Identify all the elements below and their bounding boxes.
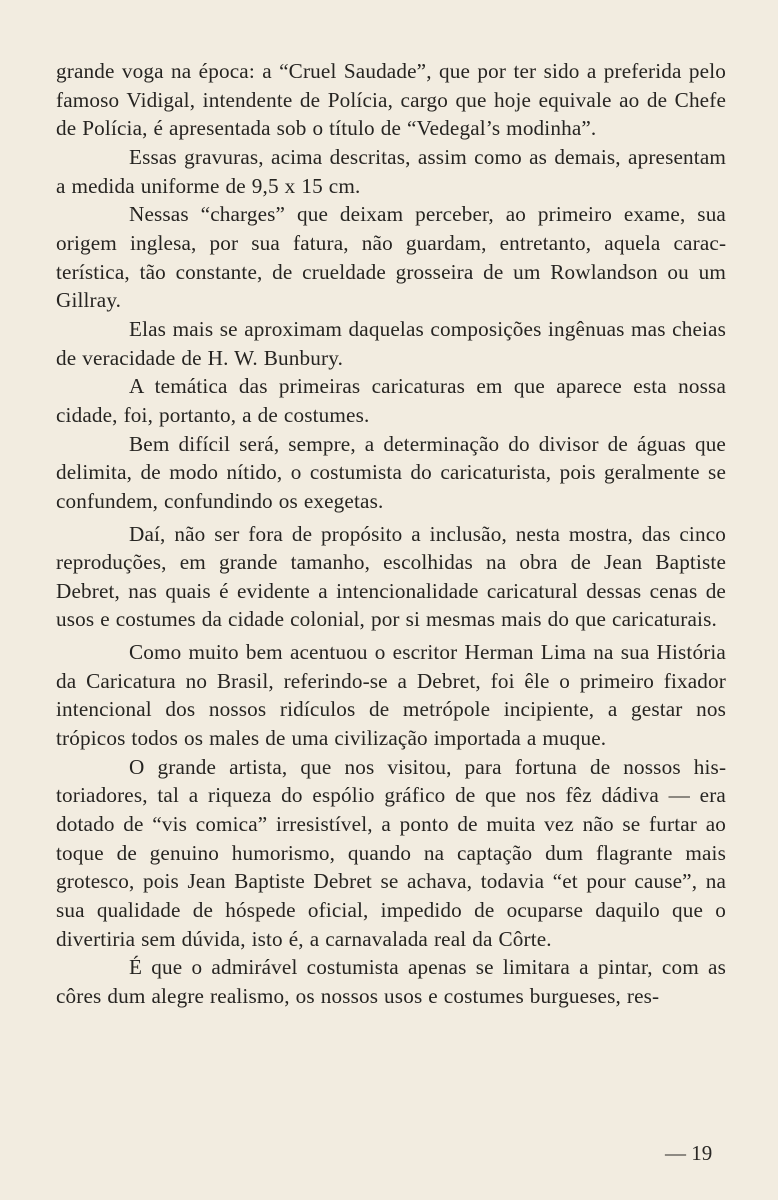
paragraph-charges: Nessas “charges” que deixam perceber, ao primeiro exame, sua origem inglesa, por sua fatura, não guardam, entretanto, aquela característica, tão constante, de crueldade grosseira de um Rowlandson ou um Gillray. — [56, 202, 726, 313]
body-text — [56, 57, 726, 1011]
paragraph-herman-lima: Como muito bem acentuou o escritor Herman Lima na sua História da Caricatura no Brasil, referindo-se a Debret, foi êle o primeiro fixador intencional dos nossos ridículos de metrópole incipiente, a gestar nos trópicos todos os males de uma civilização importada a muque. — [56, 640, 726, 751]
paragraph-bunbury: Elas mais se aproximam daquelas composições ingênuas mas cheias de veracidade de H. W. Bunbury. — [56, 316, 726, 370]
paragraph-continuation: grande voga na época: a “Cruel Saudade”, que por ter sido a preferida pelo famoso Vidigal, intendente de Polícia, cargo que hoje equivale ao de Chefe de Polícia, é apresentada sob o título de “Vedegal’s modinha”. — [56, 59, 726, 141]
paragraph-gravuras: Essas gravuras, acima descritas, assim como as demais, apresentam a medida uniforme de 9,5 x 15 cm. — [56, 144, 726, 198]
page-number: — 19 — [665, 1141, 713, 1165]
paragraph-divisor: Bem difícil será, sempre, a determinação do divisor de águas que delimita, de modo nítido, o costumista do caricaturista, pois geralmente se confundem, confundindo os exegetas. — [56, 431, 726, 513]
paragraph-tematica: A temática das primeiras caricaturas em que aparece esta nossa cidade, foi, portanto, a de costumes. — [56, 374, 726, 427]
paragraph-debret-reproductions: Daí, não ser fora de propósito a inclusão, nesta mostra, das cinco reproduções, em grande tamanho, escolhidas na obra de Jean Baptiste Debret, nas quais é evidente a intencionalidade caricatural dessas cenas de usos e costumes da cidade colonial, por si mesmas mais do que caricaturais. — [56, 521, 726, 632]
paragraph-costumista: É que o admirável costumista apenas se limitara a pintar, com as côres dum alegre realismo, os nossos usos e costumes burgueses, res- — [56, 955, 726, 1008]
paragraph-grande-artista: O grande artista, que nos visitou, para fortuna de nossos historiadores, tal a riqueza do espólio gráfico de que nos fêz dádiva — era dotado de “vis comica” irresistível, a ponto de muita vez não se furtar ao toque de genuino humorismo, quando na captação dum flagrante mais grotesco, pois Jean Baptiste Debret se achava, todavia “et pour cause”, na sua qualidade de hóspede oficial, impedido de ocuparse daquilo que o divertiria sem dúvida, isto é, a carnavalada real da Côrte. — [56, 754, 726, 951]
